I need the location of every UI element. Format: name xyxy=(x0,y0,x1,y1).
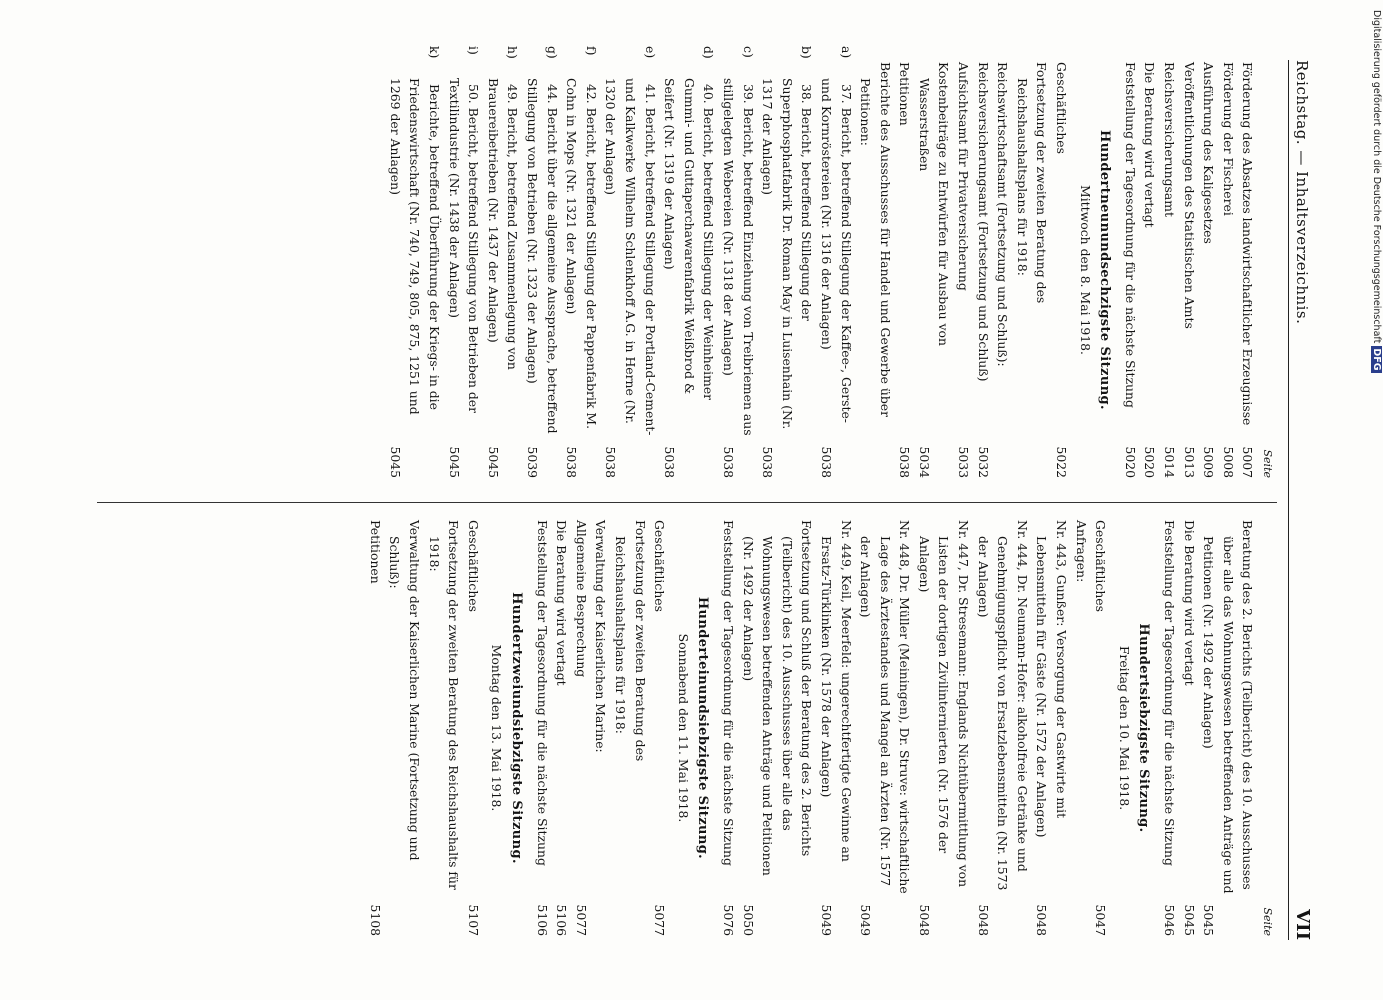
seite-label: Seite xyxy=(1260,907,1274,936)
entry-page: 5076 xyxy=(720,904,736,936)
entry-text xyxy=(816,520,855,894)
entry-title: Geschäftliches xyxy=(1053,62,1069,154)
entry-page: 5039 xyxy=(524,446,540,478)
toc-entry xyxy=(816,46,855,478)
entry-text xyxy=(1139,62,1159,436)
entry-title: Reichsversicherungsamt xyxy=(1161,62,1177,218)
toc-entry xyxy=(571,520,591,936)
entry-text xyxy=(914,520,973,894)
entry-text xyxy=(610,520,649,894)
toc-entry xyxy=(718,46,757,478)
entry-title: Fortsetzung und Schluß der Beratung des 2. Berichts (Teilbericht) des 10. Ausschusses über alle das Wohnungswesen betreffenden Anträge und Petitionen (Nr. 1492 der Anlagen) xyxy=(740,520,814,876)
entry-title: Geschäftliches xyxy=(465,520,481,612)
page-header xyxy=(1288,60,1313,940)
entry-page: 5046 xyxy=(1161,904,1177,936)
entry-text xyxy=(463,520,483,894)
entry-label: d) xyxy=(700,46,716,59)
toc-entry xyxy=(522,46,561,478)
entry-title: Geschäftliches xyxy=(651,520,667,612)
session-items xyxy=(365,520,483,936)
toc-entry xyxy=(1071,520,1091,936)
entry-label: g) xyxy=(544,46,560,59)
toc-entry xyxy=(365,520,385,936)
entry-page: 5106 xyxy=(553,904,569,936)
entry-label: b) xyxy=(798,46,814,59)
entry-title: Petitionen xyxy=(896,62,912,126)
toc-entry xyxy=(1051,62,1071,478)
toc-entry xyxy=(1159,520,1179,936)
entry-page: 5022 xyxy=(1053,446,1069,478)
entry-label: k) xyxy=(426,46,442,59)
entry-page: 5048 xyxy=(1033,904,1049,936)
entry-title: Fortsetzung der zweiten Beratung des Reichshaushaltsplans für 1918: xyxy=(612,520,648,762)
entry-text xyxy=(1179,62,1199,436)
toc-entry xyxy=(649,520,669,936)
toc-entry xyxy=(1218,62,1238,478)
entry-text xyxy=(649,520,669,894)
entry-title: Die Beratung wird vertagt xyxy=(1141,62,1157,228)
entry-text xyxy=(1071,520,1091,894)
entry-text xyxy=(1218,62,1238,436)
toc-entry xyxy=(1237,62,1257,478)
section-title: Hunderteinundsiebzigste Sitzung. xyxy=(694,596,710,860)
entry-page: 5077 xyxy=(573,904,589,936)
toc-entry xyxy=(610,520,649,936)
entry-text xyxy=(953,62,973,436)
toc-entry xyxy=(600,46,659,478)
entry-title: Reichsversicherungsamt (Fortsetzung und Schluß) xyxy=(975,62,991,382)
section-title: Hundertzweiundsiebzigste Sitzung. xyxy=(508,592,524,864)
toc-entry xyxy=(914,520,973,936)
toc-entry xyxy=(894,62,914,478)
entry-text xyxy=(973,520,1032,894)
seite-label: Seite xyxy=(1260,449,1274,478)
column-divider xyxy=(97,502,1277,503)
entry-title: Feststellung der Tagesordnung für die nächste Sitzung xyxy=(534,520,550,866)
toc-entry xyxy=(532,520,552,936)
entry-text xyxy=(384,520,423,894)
toc-entry xyxy=(855,520,914,936)
entry-title: Kostenbeiträge zu Entwürfen für Ausbau von Wasserstraßen xyxy=(916,62,951,346)
entry-text xyxy=(522,46,561,436)
toc-entry xyxy=(1012,62,1051,478)
entry-page: 5049 xyxy=(818,904,834,936)
entry-text xyxy=(1179,520,1199,894)
entry-page: 5038 xyxy=(661,446,677,478)
toc-entry xyxy=(757,46,816,478)
entry-title: 41. Bericht, betreffend Stillegung der Portland-Cement- und Kalkwerke Wilhelm Schlenkhoff A.G. in Herne (Nr. 1320 der Anlagen) xyxy=(602,78,658,436)
entry-title: Nr. 449, Keil, Meerfeld: ungerechtfertigte Gewinne an Ersatz-Türklinken (Nr. 1578 der Anlagen) xyxy=(818,520,854,862)
toc-entry xyxy=(973,520,1032,936)
entry-label: h) xyxy=(504,46,520,59)
toc-entry xyxy=(424,520,463,936)
entry-title: Berichte des Ausschusses für Handel und Gewerbe über Petitionen: xyxy=(857,62,893,418)
toc-entry xyxy=(385,46,444,478)
entry-page: 5045 xyxy=(387,446,403,478)
entry-page: 5038 xyxy=(563,446,579,478)
entry-title: Die Beratung wird vertagt xyxy=(1181,520,1197,686)
entry-title: Verwaltung der Kaiserlichen Marine: xyxy=(592,520,608,753)
entry-text xyxy=(1120,62,1140,436)
entry-title: Veröffentlichungen des Statistischen Amts xyxy=(1181,62,1197,329)
entry-page: 5038 xyxy=(720,446,736,478)
entry-page: 5033 xyxy=(955,446,971,478)
toc-entry xyxy=(1198,520,1257,936)
toc-entry xyxy=(992,62,1012,478)
entry-title: 44. Bericht über die allgemeine Aussprache, betreffend Stillegung von Betrieben (Nr. 1323 der Anlagen) xyxy=(524,78,560,434)
toc-entry xyxy=(737,520,815,936)
section-date: Mittwoch den 8. Mai 1918. xyxy=(1077,185,1093,355)
toc-entry xyxy=(953,62,973,478)
entry-text xyxy=(1012,62,1051,436)
entry-text xyxy=(659,46,718,436)
toc-entry xyxy=(590,520,610,936)
entry-text xyxy=(571,520,591,894)
section-title: Hundertneunundsechzigste Sitzung. xyxy=(1096,130,1112,410)
entry-page: 5049 xyxy=(857,904,873,936)
session-items xyxy=(718,520,1110,936)
entry-text xyxy=(816,46,855,436)
right-top-items xyxy=(1159,520,1257,936)
entry-text xyxy=(1159,520,1179,894)
entry-text xyxy=(551,520,571,894)
entry-text xyxy=(1198,62,1218,436)
entry-page: 5048 xyxy=(916,904,932,936)
entry-title: Geschäftliches xyxy=(1092,520,1108,612)
entry-text xyxy=(757,46,816,436)
toc-entry xyxy=(1179,62,1199,478)
entry-text xyxy=(1198,520,1257,894)
entry-page: 5038 xyxy=(602,446,618,478)
entry-text xyxy=(561,46,600,436)
entry-title: Förderung der Fischerei xyxy=(1220,62,1236,216)
toc-entry xyxy=(816,520,855,936)
entry-title: Reichswirtschaftsamt (Fortsetzung und Schluß): xyxy=(994,62,1010,367)
entry-label: c) xyxy=(740,46,756,58)
entry-title: 50. Bericht, betreffend Stillegung von Betrieben der Textilindustrie (Nr. 1438 der Anlagen) xyxy=(446,78,481,414)
entry-page: 5108 xyxy=(367,904,383,936)
entry-page: 5013 xyxy=(1181,446,1197,478)
entry-text xyxy=(718,46,757,436)
left-top-items xyxy=(1120,62,1257,478)
toc-entry xyxy=(384,520,423,936)
entry-text xyxy=(718,520,738,894)
toc-entry xyxy=(1120,62,1140,478)
section-title: Hundertsiebzigste Sitzung. xyxy=(1135,623,1151,833)
toc-entry xyxy=(483,46,522,478)
toc-entry xyxy=(1179,520,1199,936)
section-date: Montag den 13. Mai 1918. xyxy=(488,644,504,812)
entry-title: 40. Bericht, betreffend Stillegung der Weinheimer Gummi- und Guttaperchawarenfabrik Weißbrod & Seifert (Nr. 1319 der Anlagen) xyxy=(661,78,716,401)
entry-text xyxy=(914,62,953,436)
entry-text xyxy=(532,520,552,894)
entry-text xyxy=(894,62,914,436)
left-column xyxy=(385,46,1277,478)
entry-title: Anfragen: xyxy=(1073,520,1089,583)
entry-label: a) xyxy=(838,46,854,59)
toc-entry xyxy=(551,520,571,936)
entry-text xyxy=(590,520,610,894)
entry-title: 42. Bericht, betreffend Stillegung der Pappenfabrik M. Cohn in Mops (Nr. 1321 der Anlagen) xyxy=(563,78,599,430)
entry-page: 5045 xyxy=(1181,904,1197,936)
dfg-logo: DFG xyxy=(1371,348,1382,371)
toc-entry xyxy=(1139,62,1159,478)
entry-title: Ausführung des Kaligesetzes xyxy=(1200,62,1216,244)
entry-title: Aufsichtsamt für Privatversicherung xyxy=(955,62,971,291)
entry-page: 5045 xyxy=(1200,904,1216,936)
entry-title: 38. Bericht, betreffend Stillegung der Superphosphatfabrik Dr. Roman May in Luisenhain (Nr. 1317 der Anlagen) xyxy=(759,78,814,430)
entry-title: Nr. 444, Dr. Neumann-Hofer: alkoholfreie Getränke und Genehmigungspflicht von Ersatzlebensmitteln (Nr. 1573 der Anlagen) xyxy=(975,520,1030,891)
entry-page: 5050 xyxy=(740,904,756,936)
section-date: Sonnabend den 11. Mai 1918. xyxy=(675,633,691,823)
entry-label: e) xyxy=(642,46,658,59)
entry-page: 5047 xyxy=(1092,904,1108,936)
entry-text xyxy=(1159,62,1179,436)
entry-page: 5048 xyxy=(975,904,991,936)
entry-title: Fortsetzung der zweiten Beratung des Reichshaushalts für 1918: xyxy=(426,520,461,890)
entry-page: 5007 xyxy=(1239,446,1255,478)
toc-entry xyxy=(1090,520,1110,936)
session-items xyxy=(532,520,669,936)
right-column xyxy=(365,520,1277,936)
entry-page: 5107 xyxy=(465,904,481,936)
entry-text xyxy=(1031,520,1070,894)
toc-entry xyxy=(914,62,953,478)
entry-text xyxy=(1237,62,1257,436)
page-number: VII xyxy=(1291,909,1313,940)
entry-title: Petitionen xyxy=(367,520,383,584)
entry-title: Fortsetzung der zweiten Beratung des Reichshaushaltsplans für 1918: xyxy=(1014,62,1049,304)
entry-title: Feststellung der Tagesordnung für die nächste Sitzung xyxy=(720,520,736,866)
entry-title: 49. Bericht, betreffend Zusammenlegung von Brauereibetrieben (Nr. 1437 der Anlagen) xyxy=(485,78,520,370)
toc-entry xyxy=(659,46,718,478)
entry-title: Feststellung der Tagesordnung für die nächste Sitzung xyxy=(1161,520,1177,866)
entry-title: Feststellung der Tagesordnung für die nächste Sitzung xyxy=(1122,62,1138,408)
toc-entry xyxy=(1159,62,1179,478)
entry-title: 39. Bericht, betreffend Einziehung von Treibriemen aus stillgelegten Webereien (Nr. 1318 der Anlagen) xyxy=(720,78,756,436)
entry-text xyxy=(855,62,894,436)
toc-entry xyxy=(1031,520,1070,936)
toc-entry xyxy=(561,46,600,478)
entry-page: 5034 xyxy=(916,446,932,478)
entry-page: 5045 xyxy=(446,446,462,478)
entry-text xyxy=(385,46,444,436)
entry-text xyxy=(973,62,993,436)
entry-text xyxy=(444,46,483,436)
toc-entry xyxy=(718,520,738,936)
toc-entry xyxy=(463,520,483,936)
credit-text: Digitalisierung gefördert durch die Deutsche Forschungsgemeinschaft xyxy=(1371,10,1382,344)
left-session-items xyxy=(855,62,1071,478)
rotated-page xyxy=(67,46,1317,950)
entry-title: Nr. 443, Gunßer: Versorgung der Gastwirte mit Lebensmitteln für Gäste (Nr. 1572 der Anlagen) xyxy=(1033,520,1069,838)
entry-text xyxy=(737,520,815,894)
entry-title: Nr. 448, Dr. Müller (Meiningen), Dr. Struve: wirtschaftliche Lage des Ärztestandes und Mangel an Ärzten (Nr. 1577 der Anlagen) xyxy=(857,520,912,894)
entry-page: 5020 xyxy=(1122,446,1138,478)
entry-title: Beratung des 2. Berichts (Teilbericht) des 10. Ausschusses über alle das Wohnungswesen betreffenden Anträge und Petitionen (Nr. 1492 der Anlagen) xyxy=(1200,520,1255,894)
entry-page: 5038 xyxy=(896,446,912,478)
entry-label: f) xyxy=(583,46,599,56)
entry-page: 5038 xyxy=(759,446,775,478)
entry-text xyxy=(1090,520,1110,894)
entry-text xyxy=(855,520,914,894)
entry-page: 5077 xyxy=(651,904,667,936)
digitization-credit xyxy=(1370,10,1382,990)
entry-label: i) xyxy=(465,46,481,55)
petition-list xyxy=(385,46,855,478)
entry-text xyxy=(1051,62,1071,436)
entry-page: 5014 xyxy=(1161,446,1177,478)
entry-page: 5009 xyxy=(1200,446,1216,478)
entry-title: Allgemeine Besprechung xyxy=(573,520,589,678)
entry-page: 5032 xyxy=(975,446,991,478)
section-date: Freitag den 10. Mai 1918. xyxy=(1116,645,1132,811)
entry-title: Nr. 447, Dr. Stresemann: Englands Nichtübermittlung von Listen der dortigen Zivilinternierten (Nr. 1576 der Anlagen) xyxy=(916,520,971,888)
entry-title: 37. Bericht, betreffend Stillegung der Kaffee-, Gerste- und Kornröstereien (Nr. 1316 der Anlagen) xyxy=(818,78,854,423)
entry-text xyxy=(365,520,385,894)
entry-text xyxy=(992,62,1012,436)
entry-title: Die Beratung wird vertagt xyxy=(553,520,569,686)
entry-text xyxy=(600,46,659,436)
entry-title: Berichte, betreffend Überführung der Kriegs- in die Friedenswirtschaft (Nr. 740, 749, 805, 875, 1251 und 1269 der Anlagen) xyxy=(387,78,442,415)
entry-page: 5008 xyxy=(1220,446,1236,478)
running-title: Reichstag. — Inhaltsverzeichnis. xyxy=(1292,60,1311,325)
entry-page: 5038 xyxy=(818,446,834,478)
entry-text xyxy=(424,520,463,894)
entry-page: 5020 xyxy=(1141,446,1157,478)
entry-page: 5045 xyxy=(485,446,501,478)
toc-entry xyxy=(1198,62,1218,478)
toc-entry xyxy=(973,62,993,478)
entry-text xyxy=(483,46,522,436)
entry-title: Verwaltung der Kaiserlichen Marine (Fortsetzung und Schluß): xyxy=(386,520,422,861)
toc-entry xyxy=(855,62,894,478)
entry-page: 5106 xyxy=(534,904,550,936)
entry-title: Förderung des Absatzes landwirtschaftlicher Erzeugnisse xyxy=(1239,62,1255,426)
toc-entry xyxy=(444,46,483,478)
